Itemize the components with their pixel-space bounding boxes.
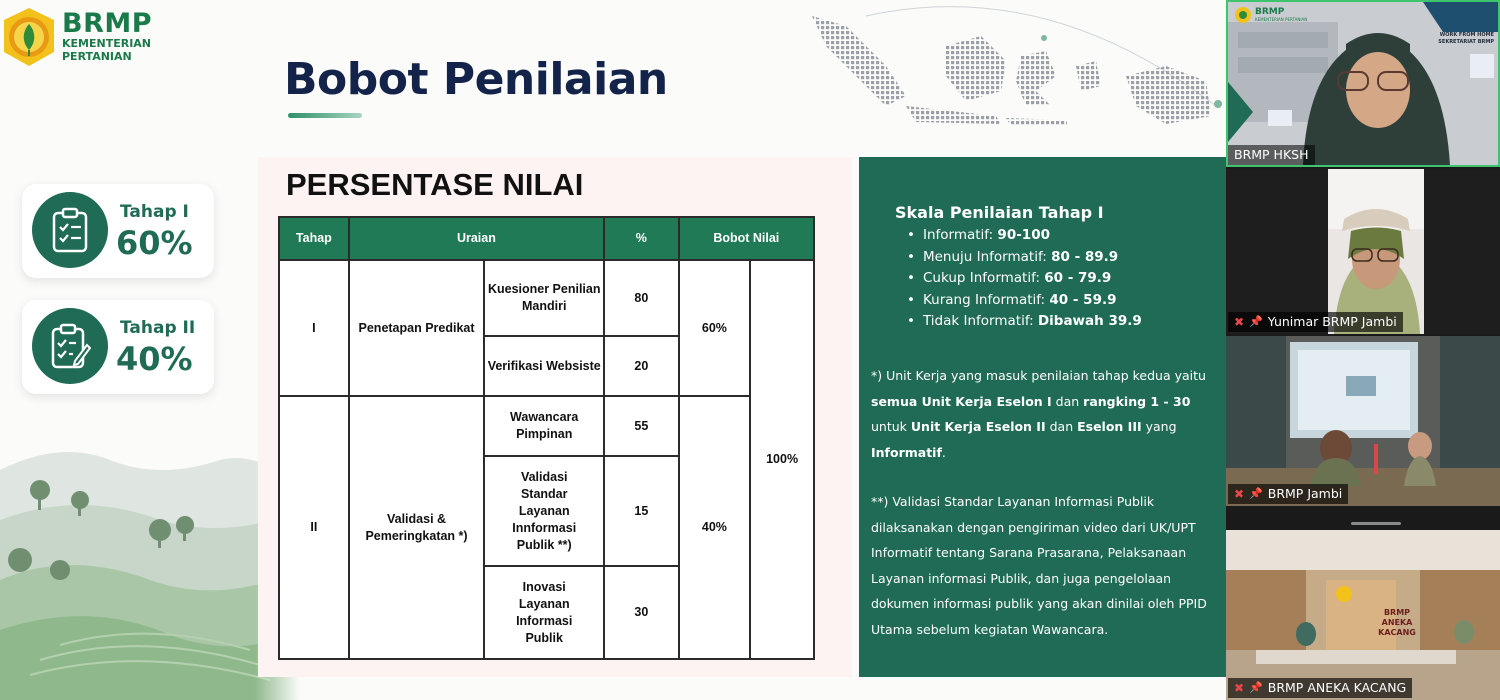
table-header-row — [279, 217, 814, 260]
scale-item-value: 40 - 59.9 — [1049, 291, 1117, 308]
item-cell: Validasi Standar Layanan Innformasi Publik **) — [484, 456, 604, 566]
participant-name: BRMP ANEKA KACANG — [1267, 680, 1407, 695]
item-cell: Verifikasi Websiste — [484, 336, 604, 396]
tahap-cell: II — [279, 396, 349, 659]
item-cell: Kuesioner Penilian Mandiri — [484, 260, 604, 336]
total-cell: 100% — [750, 260, 814, 659]
stage-percent: 60% — [116, 224, 193, 262]
participant-name: BRMP HKSH — [1234, 147, 1309, 162]
wfh-line2: SEKRETARIAT BRMP — [1438, 39, 1494, 45]
footnote-2: **) Validasi Standar Layanan Informasi Publik dilaksanakan dengan pengiriman video dari UK/UPT Informatif tentang Sarana Prasarana, Pelaksanaan Layanan informasi Publik, dan juga pengelolaan dokumen informasi publik yang akan dinilai oleh PPID Utama sebelum kegiatan Wawancara. — [871, 494, 1207, 637]
watermark-brand: BRMP — [1255, 7, 1285, 17]
scale-item — [907, 268, 1142, 290]
participant-video-strip — [1226, 0, 1500, 700]
stage-percent: 40% — [116, 340, 193, 378]
participant-video — [1226, 169, 1500, 334]
scale-item-label: Cukup Informatif: — [922, 270, 1045, 286]
note-bold: Unit Kerja Eselon II — [910, 419, 1046, 434]
scale-item-value: Dibawah 39.9 — [1037, 313, 1142, 329]
note-bold: rangking 1 - 30 — [1083, 393, 1191, 409]
wfh-label — [1438, 32, 1494, 46]
title-underline — [288, 113, 362, 118]
participant-name: BRMP Jambi — [1267, 486, 1343, 501]
weight-cell: 60% — [679, 260, 751, 396]
watermark-sub: KEMENTERIAN PERTANIAN — [1255, 17, 1308, 22]
scale-item-value: 60 - 79.9 — [1044, 270, 1112, 286]
note-bold: semua Unit Kerja Eselon I — [871, 393, 1052, 409]
participant-video — [1226, 336, 1500, 506]
header-bobot: Bobot Nilai — [679, 217, 814, 260]
pct-cell: 55 — [604, 396, 678, 456]
emblem-icon — [1234, 6, 1252, 24]
room-sign-line2: ANEKA KACANG — [1378, 618, 1416, 637]
participant-name-tag — [1228, 484, 1348, 504]
table-heading: PERSENTASE NILAI — [286, 167, 584, 202]
stage-label: Tahap II — [120, 318, 196, 338]
stage-card-1 — [22, 184, 214, 278]
mic-off-icon: ✖ — [1234, 681, 1245, 695]
scale-item-label: Informatif: — [922, 227, 998, 243]
hills-landscape-illustration — [0, 430, 300, 700]
note-text: untuk — [871, 419, 911, 434]
room-sign — [1366, 608, 1428, 638]
kementerian-emblem-icon — [0, 6, 58, 68]
participant-tile[interactable] — [1226, 0, 1500, 167]
participant-video — [1228, 2, 1498, 165]
note-text: dan — [1045, 419, 1078, 434]
participant-name-tag — [1228, 312, 1403, 332]
header-tahap: Tahap — [279, 217, 349, 260]
brmp-watermark — [1234, 6, 1307, 24]
scale-info-panel — [859, 157, 1226, 677]
stage-label: Tahap I — [120, 202, 189, 222]
participant-tile[interactable] — [1226, 530, 1500, 700]
percentage-table — [278, 216, 815, 660]
logo-line2: PERTANIAN — [62, 50, 132, 63]
pin-icon: 📌 — [1249, 681, 1263, 694]
participant-name-tag — [1228, 145, 1315, 165]
stage-card-2 — [22, 300, 214, 394]
participant-name-tag — [1228, 678, 1412, 698]
pct-cell: 30 — [604, 566, 678, 659]
scale-item-value: 80 - 89.9 — [1051, 248, 1119, 265]
participant-tile[interactable] — [1226, 169, 1500, 334]
logo-line1: KEMENTERIAN — [62, 37, 152, 50]
scale-item-label: Tidak Informatif: — [922, 313, 1038, 329]
scale-item — [907, 311, 1142, 333]
scale-item — [907, 290, 1142, 312]
brmp-logo — [0, 6, 152, 68]
note-text: dan — [1051, 393, 1084, 409]
scale-title: Skala Penilaian Tahap I — [895, 203, 1104, 222]
slide-title: Bobot Penilaian — [284, 54, 668, 105]
scale-item-label: Menuju Informatif: — [922, 248, 1052, 265]
participant-video — [1226, 530, 1500, 700]
note-text: *) Unit Kerja yang masuk penilaian tahap kedua yaitu — [871, 368, 1206, 383]
scale-list — [907, 225, 1142, 333]
scale-item — [907, 247, 1142, 269]
note-bold: Informatif — [871, 444, 942, 460]
pct-cell: 80 — [604, 260, 678, 336]
uraian-cell: Validasi & Pemeringkatan *) — [349, 396, 485, 659]
checklist-pen-icon — [32, 308, 108, 384]
uraian-cell: Penetapan Predikat — [349, 260, 485, 396]
note-bold: Eselon III — [1077, 419, 1142, 434]
item-cell: Wawancara Pimpinan — [484, 396, 604, 456]
note-text: . — [941, 444, 946, 460]
pct-cell: 20 — [604, 336, 678, 396]
pin-icon: 📌 — [1249, 487, 1263, 500]
tahap-cell: I — [279, 260, 349, 396]
logo-brand: BRMP — [62, 8, 153, 39]
note-text: yang — [1141, 419, 1177, 434]
header-uraian: Uraian — [349, 217, 604, 260]
pct-cell: 15 — [604, 456, 678, 566]
wfh-line1: WORK FROM HOME — [1439, 32, 1494, 38]
checklist-icon — [32, 192, 108, 268]
tile-divider-handle[interactable] — [1351, 522, 1401, 525]
mic-off-icon: ✖ — [1234, 487, 1245, 501]
indonesia-map-decoration — [806, 6, 1226, 156]
table-row — [279, 260, 814, 336]
header-percent: % — [604, 217, 678, 260]
weight-cell: 40% — [679, 396, 751, 659]
participant-tile[interactable] — [1226, 336, 1500, 506]
item-cell: Inovasi Layanan Informasi Publik — [484, 566, 604, 659]
table-row — [279, 396, 814, 456]
scale-item-value: 90-100 — [997, 227, 1050, 243]
scale-item — [907, 225, 1142, 247]
pin-icon: 📌 — [1249, 315, 1263, 328]
scale-item-label: Kurang Informatif: — [922, 291, 1050, 308]
footnote-1 — [871, 363, 1216, 465]
room-sign-line1: BRMP — [1383, 608, 1411, 617]
mic-off-icon: ✖ — [1234, 315, 1245, 329]
participant-name: Yunimar BRMP Jambi — [1267, 314, 1397, 329]
